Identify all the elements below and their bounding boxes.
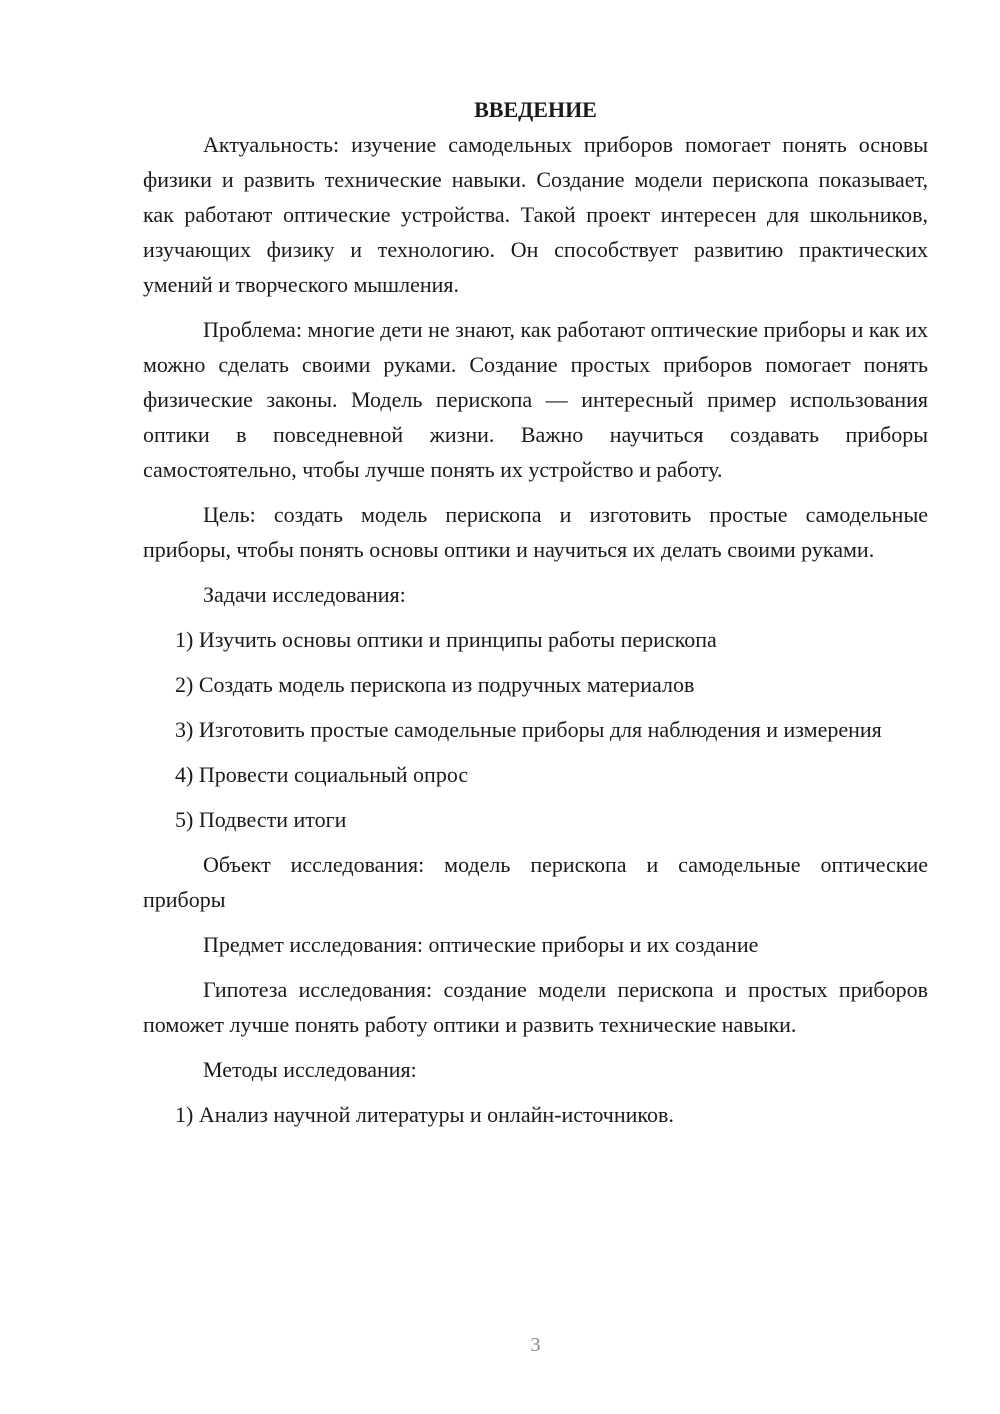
- tasks-heading: Задачи исследования:: [203, 582, 406, 607]
- problem-paragraph: Проблема: многие дети не знают, как работают оптические приборы и как их можно сделать своими руками. Создание простых приборов помогает понять физические законы. Модель перископа — интересный пример использования оптики в повседневной жизни. Важно научиться создавать приборы самостоятельно, чтобы лучше понять их устройство и работу.: [143, 317, 928, 482]
- object-paragraph: Объект исследования: модель перископа и самодельные оптические приборы: [143, 852, 928, 912]
- page-number: 3: [530, 1334, 541, 1356]
- subject-paragraph: Предмет исследования: оптические приборы и их создание: [203, 932, 759, 957]
- task-item: 2) Создать модель перископа из подручных материалов: [175, 672, 695, 697]
- goal-paragraph: Цель: создать модель перископа и изготовить простые самодельные приборы, чтобы понять основы оптики и научиться их делать своими руками.: [143, 502, 928, 562]
- method-item: 1) Анализ научной литературы и онлайн-источников.: [175, 1102, 674, 1127]
- task-item: 4) Провести социальный опрос: [175, 762, 469, 787]
- hypothesis-paragraph: Гипотеза исследования: создание модели перископа и простых приборов поможет лучше понять работу оптики и развить технические навыки.: [143, 977, 928, 1037]
- methods-heading: Методы исследования:: [203, 1057, 417, 1082]
- task-item: 1) Изучить основы оптики и принципы работы перископа: [175, 627, 717, 652]
- task-item: 5) Подвести итоги: [175, 807, 347, 832]
- page-content: [143, 92, 928, 1142]
- page-title: ВВЕДЕНИЕ: [474, 97, 597, 122]
- task-item: 3) Изготовить простые самодельные приборы для наблюдения и измерения: [175, 717, 882, 742]
- relevance-paragraph: Актуальность: изучение самодельных приборов помогает понять основы физики и развить технические навыки. Создание модели перископа показывает, как работают оптические устройства. Такой проект интересен для школьников, изучающих физику и технологию. Он способствует развитию практических умений и творческого мышления.: [143, 132, 928, 297]
